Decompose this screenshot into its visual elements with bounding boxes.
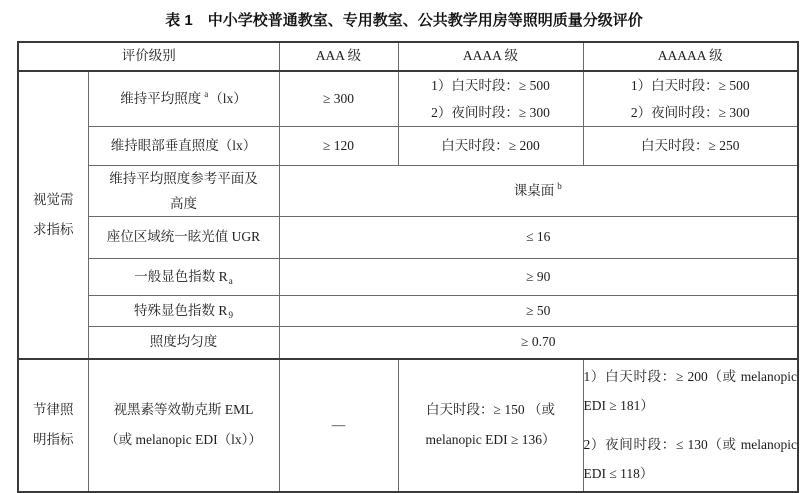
group-circadian-line2: 明指标 [33, 432, 74, 447]
cri-r9-label-text: 特殊显色指数 R [134, 302, 228, 318]
ugr-value: ≤ 16 [279, 217, 798, 259]
uniformity-value: ≥ 0.70 [279, 327, 798, 359]
group-circadian-line1: 节律照 [33, 402, 74, 417]
eml-label [88, 359, 279, 492]
eml-aaaaa-night: 2）夜间时段：≤ 130（或 melanopic EDI ≤ 118） [583, 437, 797, 481]
cri-r9-subscript: 9 [228, 310, 233, 321]
group-circadian-indicators [18, 359, 88, 492]
cri-r9-value: ≥ 50 [279, 296, 798, 327]
cri-ra-value: ≥ 90 [279, 259, 798, 296]
eye-vertical-aaaa: 白天时段：≥ 200 [398, 127, 583, 166]
group-visual-line1: 视觉需 [33, 191, 74, 207]
reference-plane-label-line2: 高度 [170, 196, 197, 211]
eml-aaaaa [583, 359, 798, 492]
lighting-quality-table [17, 41, 799, 493]
avg-illuminance-aaa: ≥ 300 [279, 71, 398, 127]
row-reference-plane [18, 166, 798, 217]
reference-plane-value-text: 课桌面 [513, 182, 555, 198]
eye-vertical-label: 维持眼部垂直照度（lx） [88, 127, 279, 166]
table-title: 表 1 中小学校普通教室、专用教室、公共教学用房等照明质量分级评价 [165, 12, 643, 29]
cri-ra-label-text: 一般显色指数 R [134, 268, 228, 284]
avg-illuminance-aaaaa-day: 1）白天时段：≥ 500 [630, 78, 750, 93]
reference-plane-label [88, 166, 279, 217]
row-ugr [18, 217, 798, 259]
header-criteria: 评价级别 [18, 42, 279, 71]
ugr-label: 座位区域统一眩光值 UGR [88, 217, 279, 259]
avg-illuminance-aaaa [398, 71, 583, 127]
reference-plane-label-line1: 维持平均照度参考平面及 [109, 171, 258, 186]
eye-vertical-aaa: ≥ 120 [279, 127, 398, 166]
eml-label-line2: （或 melanopic EDI（lx）） [105, 432, 262, 447]
group-visual-indicators [18, 71, 88, 359]
header-aaaa: AAAA 级 [398, 42, 583, 71]
avg-illuminance-label-unit: （lx） [209, 90, 247, 106]
avg-illuminance-aaaa-night: 2）夜间时段：≥ 300 [431, 105, 550, 120]
cri-ra-subscript: a [228, 276, 233, 287]
avg-illuminance-label [88, 71, 279, 127]
avg-illuminance-aaaa-day: 1）白天时段：≥ 500 [431, 78, 550, 93]
group-visual-line2: 求指标 [33, 221, 74, 237]
row-avg-illuminance [18, 71, 798, 127]
row-cri-ra [18, 259, 798, 296]
reference-plane-value [279, 166, 798, 217]
eml-aaaa: 白天时段：≥ 150 （或 melanopic EDI ≥ 136） [398, 359, 583, 492]
eml-aaa: — [279, 359, 398, 492]
eml-label-line1: 视黑素等效勒克斯 EML [113, 402, 254, 417]
avg-illuminance-aaaaa-night: 2）夜间时段：≥ 300 [630, 105, 750, 120]
row-uniformity [18, 327, 798, 359]
avg-illuminance-aaaaa [583, 71, 798, 127]
eye-vertical-aaaaa: 白天时段：≥ 250 [583, 127, 798, 166]
eml-aaaaa-day: 1）白天时段：≥ 200（或 melanopic EDI ≥ 181） [583, 369, 797, 413]
header-row [18, 42, 798, 71]
row-cri-r9 [18, 296, 798, 327]
header-aaaaa: AAAAA 级 [583, 42, 798, 71]
cri-r9-label [88, 296, 279, 327]
uniformity-label: 照度均匀度 [88, 327, 279, 359]
avg-illuminance-label-text: 维持平均照度 [120, 90, 202, 106]
footnote-a-marker: a [204, 89, 209, 100]
footnote-b-marker: b [557, 181, 562, 192]
row-eye-vertical-illuminance [18, 127, 798, 166]
cri-ra-label [88, 259, 279, 296]
header-aaa: AAA 级 [279, 42, 398, 71]
row-eml [18, 359, 798, 492]
